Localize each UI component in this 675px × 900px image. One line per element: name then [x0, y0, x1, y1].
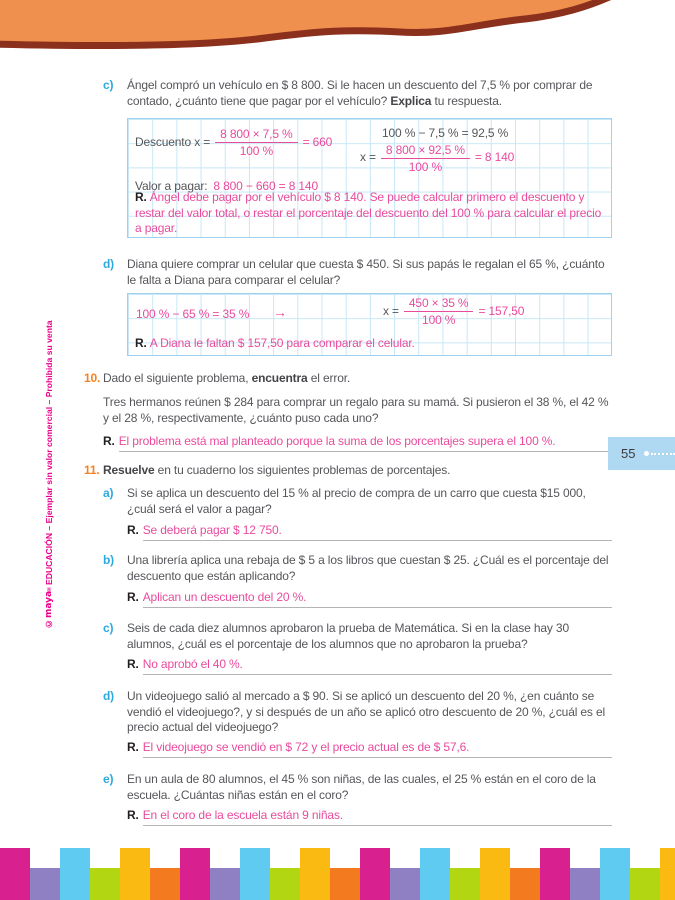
item-11-number: 11. [84, 463, 100, 477]
item-11e-question: En un aula de 80 alumnos, el 45 % son niñas, de las cuales, el 25 % están en el coro de la escuela. ¿Cuántas niñas están en el coro? [127, 772, 596, 802]
footer-block [540, 848, 570, 900]
x-label: x = [360, 150, 376, 165]
footer-block [630, 868, 660, 900]
arrow-icon: → [273, 304, 287, 320]
item-11-intro-post: en tu cuaderno los siguientes problemas de porcentajes. [154, 463, 451, 477]
answer-text: A Diana le faltan $ 157,50 para comparar el celular. [149, 336, 415, 350]
brand-logo: ©maya [44, 590, 54, 628]
fraction-denominator: 100 % [422, 313, 456, 327]
fraction-result: = 157,50 [478, 303, 525, 318]
item-10-intro-post: el error. [307, 371, 351, 385]
item-c [103, 78, 612, 109]
percent-calc: 100 % − 65 % = 35 % [136, 307, 250, 321]
fraction-result: = 660 [302, 134, 333, 149]
item-11b-letter: b) [103, 553, 115, 567]
copyright-sidebar [44, 283, 54, 628]
item-11a-answer-row [127, 523, 612, 541]
fraction-numerator: 8 800 × 92,5 % [381, 143, 470, 159]
item-11d-letter: d) [103, 689, 115, 703]
footer-block [60, 848, 90, 900]
footer-block [510, 868, 540, 900]
answer-label: R. [135, 336, 147, 350]
item-c-work-right [360, 126, 514, 174]
trademark-symbol: ® [46, 584, 52, 591]
answer-label: R. [127, 590, 139, 604]
item-10-intro-bold: encuentra [251, 371, 308, 385]
answer-label: R. [127, 808, 139, 822]
item-11a-letter: a) [103, 486, 114, 500]
item-c-answer [135, 190, 603, 237]
item-10-intro [103, 371, 612, 387]
answer-text: No aprobó el 40 %. [143, 657, 612, 675]
item-10-body: Tres hermanos reúnen $ 284 para comprar un regalo para su mamá. Si pusieron el 38 %, el 42 % y el 28 %, respectivamente, ¿cuánto puso cada uno? [103, 395, 609, 425]
header-wave-fill [0, 0, 616, 46]
item-11 [84, 463, 612, 479]
footer-block [180, 848, 210, 900]
item-11d [103, 689, 612, 736]
item-10-answer-row [103, 434, 612, 452]
answer-label: R. [127, 657, 139, 671]
item-d [103, 257, 612, 288]
answer-text: Ángel debe pagar por el vehículo $ 8 140. Se puede calcular primero el descuento y restar del valor total, o restar el porcentaje del descuento del 100 % para calcular el precio a pagar. [135, 190, 602, 236]
item-10-number: 10. [84, 371, 101, 385]
footer-block [360, 848, 390, 900]
item-11a-question: Si se aplica un descuento del 15 % al precio de compra de un carro que cuesta $15 000, ¿cuál será el valor a pagar? [127, 486, 586, 516]
valor-calc: 8 800 − 660 = 8 140 [213, 179, 318, 193]
answer-text: El videojuego se vendió en $ 72 y el precio actual es de $ 57,6. [143, 740, 612, 758]
footer-block [450, 868, 480, 900]
item-11b-question: Una librería aplica una rebaja de $ 5 a los libros que cuestan $ 25. ¿Cuál es el porcentaje del descuento que están aplicando? [127, 553, 609, 583]
item-10 [84, 371, 612, 387]
item-11-intro-bold: Resuelve [103, 463, 155, 477]
fraction-denominator: 100 % [408, 159, 443, 174]
item-c-work-table [127, 118, 612, 238]
footer-block [210, 868, 240, 900]
copyright-text: EDUCACIÓN – Ejemplar sin valor comercial – Prohibida su venta [44, 320, 54, 585]
answer-text: Se deberá pagar $ 12 750. [143, 523, 612, 541]
fraction-result: = 8 140 [474, 150, 515, 165]
item-c-work-left [135, 127, 332, 158]
page-number-tab [608, 437, 675, 470]
tab-dotted-line [651, 453, 675, 455]
item-d-work-table [127, 293, 612, 356]
item-c-letter: c) [103, 78, 114, 92]
item-11c [103, 621, 612, 652]
item-10-intro-pre: Dado el siguiente problema, [103, 371, 252, 385]
footer-block [30, 868, 60, 900]
footer-block [0, 848, 30, 900]
x-equation [360, 143, 514, 174]
item-11a [103, 486, 612, 517]
answer-label: R. [135, 190, 147, 204]
fraction-numerator: 8 800 × 7,5 % [215, 127, 297, 143]
footer-block [120, 848, 150, 900]
item-c-question-tail: tu respuesta. [431, 93, 502, 108]
item-11e [103, 772, 612, 803]
footer-block [600, 848, 630, 900]
footer-block [270, 868, 300, 900]
x-label: x = [383, 303, 399, 318]
answer-label: R. [127, 523, 139, 537]
item-c-question [127, 78, 612, 109]
footer-block [660, 848, 675, 900]
fraction [215, 127, 297, 158]
answer-text: El problema está mal planteado porque la suma de los porcentajes supera el 100 %. [119, 434, 612, 452]
item-d-question: Diana quiere comprar un celular que cuesta $ 450. Si sus papás le regalan el 65 %, ¿cuánto le falta a Diana para comparar el celular? [127, 257, 605, 287]
footer-block [90, 868, 120, 900]
footer-block [480, 848, 510, 900]
footer-block [420, 848, 450, 900]
item-d-answer [135, 336, 603, 352]
item-11-intro [103, 463, 612, 479]
footer-block [390, 868, 420, 900]
x-equation [383, 296, 524, 327]
page-number: 55 [621, 445, 636, 461]
item-11e-letter: e) [103, 772, 114, 786]
footer-block [150, 868, 180, 900]
item-11d-question: Un videojuego salió al mercado a $ 90. Si se aplicó un descuento del 20 %, ¿en cuánto se vendió el videojuego?, y si después de un año se aplicó otro descuento de 20 %, ¿cuál es el precio actual del videojuego? [127, 689, 606, 734]
valor-label: Valor a pagar: [135, 179, 208, 193]
tab-dot-icon [644, 451, 649, 456]
item-c-question-text: Ángel compró un vehículo en $ 8 800. Si le hacen un descuento del 7,5 % por comprar de contado, ¿cuánto tiene que pagar por el vehículo? [127, 78, 593, 108]
item-11d-answer-row [127, 740, 612, 758]
descuento-label: Descuento x = [135, 134, 211, 149]
fraction-denominator: 100 % [239, 144, 273, 158]
item-c-question-bold: Explica [390, 93, 432, 108]
answer-label: R. [103, 434, 115, 448]
item-11b [103, 553, 612, 584]
footer-block [240, 848, 270, 900]
footer-blocks [0, 848, 675, 900]
footer-block [570, 868, 600, 900]
header-wave [0, 0, 675, 58]
answer-text: En el coro de la escuela están 9 niñas. [143, 808, 612, 826]
item-11c-question: Seis de cada diez alumnos aprobaron la prueba de Matemática. Si en la clase hay 30 alumnos, ¿cuál es el porcentaje de los alumnos que no aprobaron la prueba? [127, 621, 569, 651]
fraction [404, 296, 474, 327]
item-11c-letter: c) [103, 621, 114, 635]
item-11e-answer-row [127, 808, 612, 826]
item-11b-answer-row [127, 590, 612, 608]
footer-block [300, 848, 330, 900]
answer-text: Aplican un descuento del 20 %. [143, 590, 612, 608]
item-11c-answer-row [127, 657, 612, 675]
percent-subtraction: 100 % − 7,5 % = 92,5 % [382, 126, 509, 140]
fraction [381, 143, 470, 174]
fraction-numerator: 450 × 35 % [404, 296, 474, 312]
answer-label: R. [127, 740, 139, 754]
item-d-letter: d) [103, 257, 115, 271]
footer-block [330, 868, 360, 900]
